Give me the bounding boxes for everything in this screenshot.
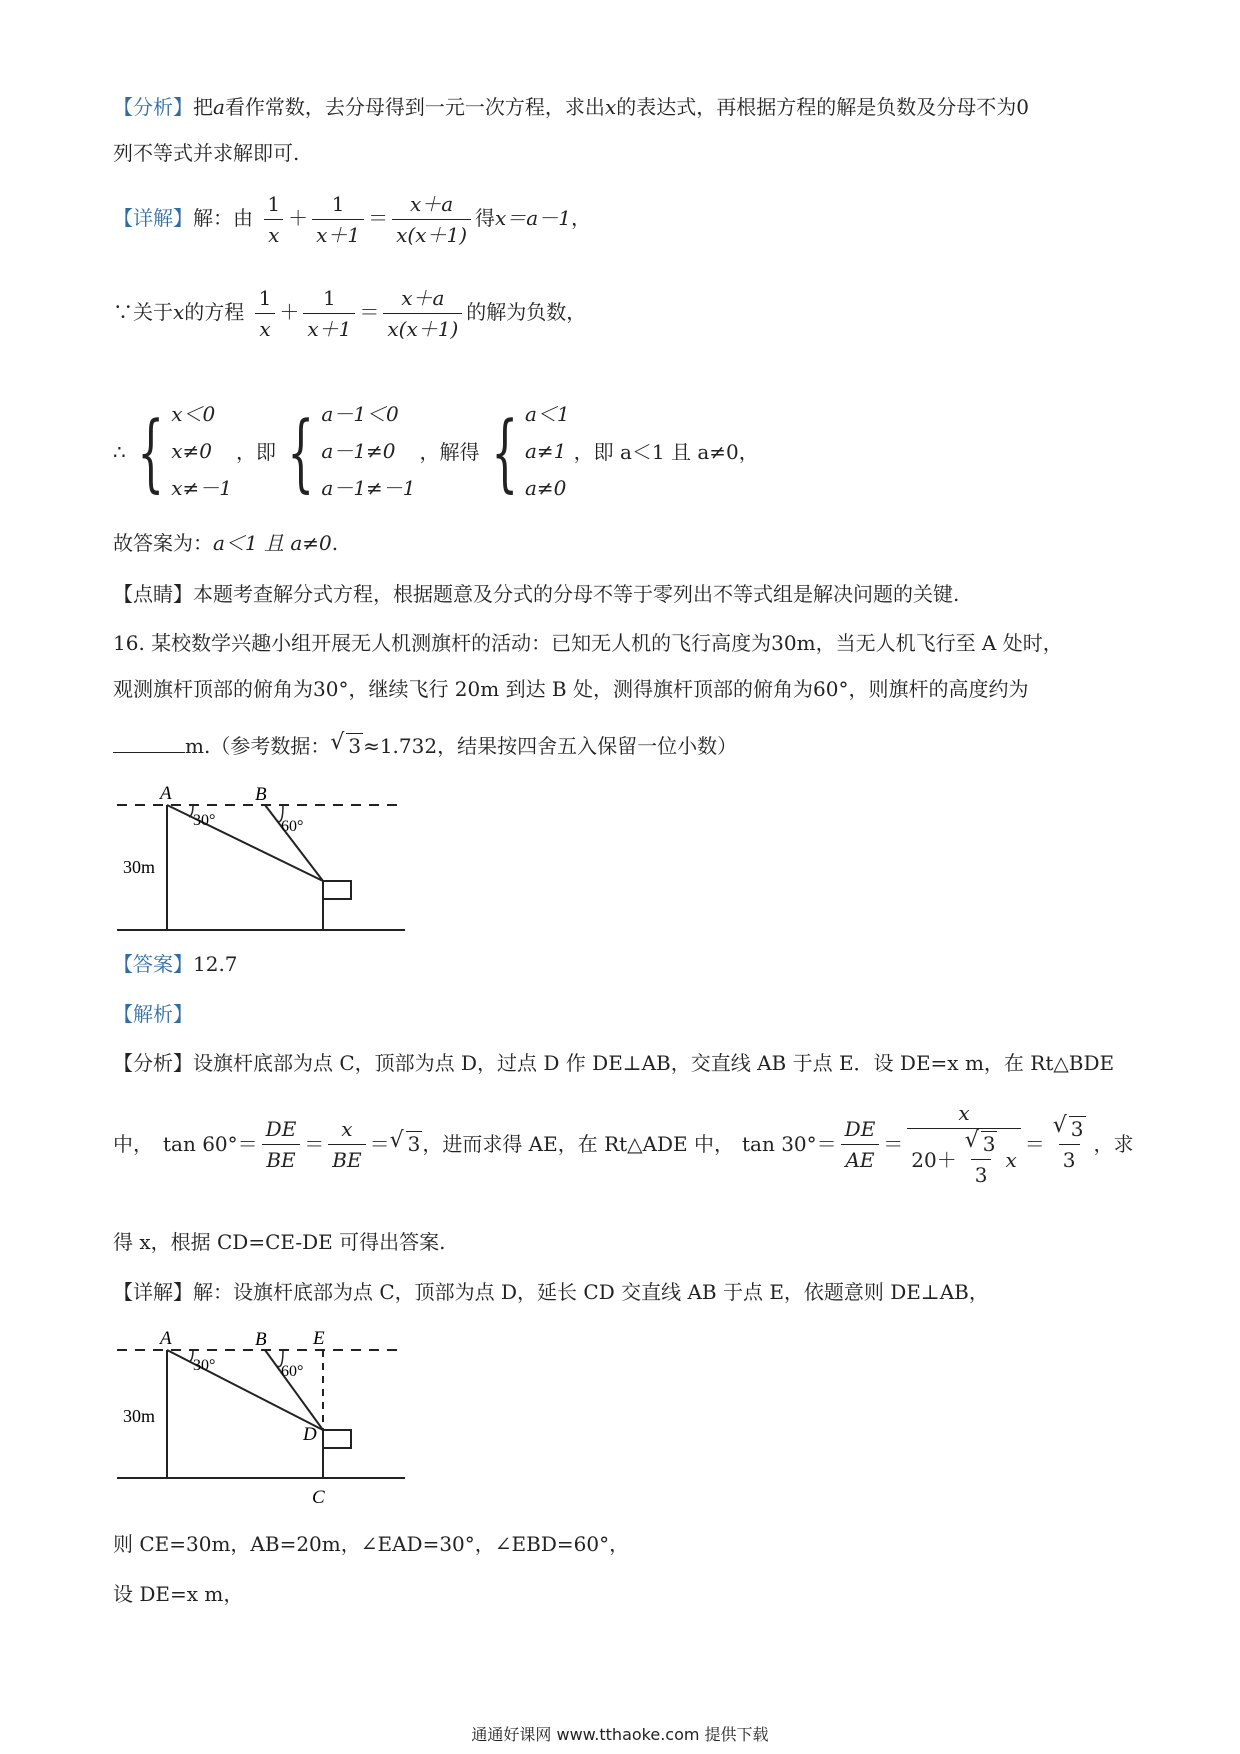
denominator: x＋1	[303, 313, 355, 342]
footer-text: 通通好课网 www.tthaoke.com 提供下载	[471, 1725, 769, 1744]
inequality-system-1	[130, 396, 232, 507]
denominator: x(x＋1)	[383, 313, 462, 342]
system-rows	[171, 396, 232, 507]
equals-sign: ＝	[369, 1132, 390, 1156]
tan30-expression: tan 30°＝	[742, 1132, 837, 1156]
equals-sign: ＝	[883, 1132, 904, 1156]
system-row: x≠0	[171, 439, 212, 463]
numerator: 1	[258, 286, 272, 310]
angle-label-a: 30°	[193, 1357, 216, 1374]
tan60-expression: tan 60°＝	[163, 1132, 258, 1156]
analysis-text: ，求	[1093, 1132, 1134, 1156]
answer-expression: a＜1 且 a≠0	[213, 531, 332, 555]
left-brace: {	[490, 402, 518, 501]
conclusion-text: ，即 a＜1 且 a≠0，	[573, 439, 759, 464]
flag	[323, 881, 351, 899]
variable-x: x	[604, 95, 617, 119]
label-a: A	[160, 783, 172, 804]
radicand: 3	[407, 1132, 421, 1156]
analysis-1-line	[113, 93, 1029, 121]
analysis-text: 中，	[113, 1132, 153, 1156]
fraction	[841, 1116, 880, 1173]
denominator: AE	[841, 1144, 878, 1173]
denominator: x	[264, 219, 283, 248]
fraction	[263, 191, 284, 248]
left-brace: {	[287, 402, 315, 501]
inequality-system-3	[484, 396, 570, 507]
detail-1-line: 【详解】解：由 $\frac{1}{x}$ ＋ $\frac{1}{x+1}$ ＝ $\frac{x+a}{x(x+1)}$ 得x＝a－1，	[113, 192, 591, 247]
answer-text: 故答案为：	[113, 531, 213, 555]
question-text: m.（参考数据：	[185, 734, 331, 758]
numerator: x	[341, 1116, 353, 1141]
numerator: x	[958, 1101, 970, 1125]
denominator: 3	[1059, 1144, 1080, 1173]
analysis-2-line-2	[113, 1100, 1134, 1188]
solution-expression: x＝a－1	[495, 206, 571, 230]
inequality-system-2	[280, 396, 416, 507]
analysis-tag: 【分析】	[113, 1051, 193, 1075]
fraction	[383, 285, 462, 342]
because-text: 的解为负数，	[466, 300, 587, 324]
system-row: a－1≠－1	[321, 476, 416, 500]
analysis-2-line-1	[113, 1049, 1114, 1077]
sqrt-expression	[390, 1130, 423, 1158]
label-c: C	[312, 1487, 325, 1508]
detail-tag: 【详解】	[113, 206, 193, 230]
radicand: 3	[348, 734, 362, 758]
point-tag: 【点睛】	[113, 582, 193, 606]
denominator: BE	[262, 1144, 299, 1173]
denominator	[907, 1128, 1020, 1188]
label-b: B	[255, 784, 267, 805]
system-row: x＜0	[171, 402, 216, 426]
numerator: 1	[267, 192, 281, 216]
fraction	[961, 1131, 1002, 1188]
point-line	[113, 580, 959, 608]
height-label: 30m	[123, 1406, 156, 1426]
answer-tag: 【答案】	[113, 952, 193, 976]
because-text: 的方程	[184, 300, 245, 324]
variable-x: x	[173, 300, 185, 324]
denominator: x	[255, 313, 274, 342]
left-brace: {	[137, 402, 164, 501]
angle-label-b: 60°	[281, 1363, 304, 1380]
explanation-tag: 【解析】	[113, 1002, 193, 1026]
point-text: 本题考查解分式方程，根据题意及分式的分母不等于零列出不等式组是解决问题的关键.	[193, 582, 960, 606]
system-row: a≠0	[525, 476, 567, 500]
given-line: 则 CE=30m，AB=20m，∠EAD=30°，∠EBD=60°，	[113, 1532, 630, 1556]
numerator: x＋a	[401, 286, 445, 310]
analysis-2-line-3: 得 x，根据 CD=CE-DE 可得出答案.	[113, 1230, 446, 1254]
answer-16-line	[113, 950, 238, 978]
answer-line	[113, 529, 338, 557]
detail-text: 解：由	[193, 206, 253, 230]
flag	[323, 1430, 351, 1448]
because-text: ∵关于	[113, 300, 173, 324]
figure-2-diagram	[105, 1318, 415, 1518]
answer-blank	[113, 733, 185, 753]
numerator: 1	[331, 192, 345, 216]
fraction	[312, 191, 364, 248]
fraction	[328, 1116, 365, 1173]
radicand: 3	[1070, 1116, 1084, 1141]
question-text: ≈1.732，结果按四舍五入保留一位小数）	[363, 734, 738, 758]
detail-text: 解：设旗杆底部为点 C，顶部为点 D，延长 CD 交直线 AB 于点 E，依题意则 DE⊥AB，	[193, 1280, 989, 1304]
analysis-text: 看作常数，去分母得到一元一次方程，求出	[224, 95, 605, 119]
numerator: 1	[323, 286, 336, 310]
equals-sign: ＝	[304, 1132, 325, 1156]
angle-label-b: 60°	[281, 818, 304, 835]
label-d: D	[303, 1424, 317, 1445]
question-16-line-1: 16. 某校数学兴趣小组开展无人机测旗杆的活动：已知无人机的飞行高度为30m，当无人机飞行至 A 处时，	[113, 631, 1063, 655]
therefore-symbol: ∴	[113, 439, 126, 464]
sightline-b	[265, 1350, 323, 1430]
system-rows	[525, 396, 570, 507]
analysis-text: ，进而求得 AE，在 Rt△ADE 中，	[422, 1132, 734, 1156]
because-line: ∵关于x的方程 $\frac{1}{x}$ ＋ $\frac{1}{x+1}$ ＝ $\frac{x+a}{x(x+1)}$ 的解为负数，	[113, 286, 587, 341]
question-16-line-2: 观测旗杆顶部的俯角为30°，继续飞行 20m 到达 B 处，测得旗杆顶部的俯角为60°，则旗杆的高度约为	[113, 677, 1029, 701]
denominator-text: 20＋	[911, 1147, 957, 1172]
answer-text: .	[331, 531, 339, 555]
inequality-line	[113, 396, 759, 507]
detail-tag: 【详解】	[113, 1280, 193, 1304]
variable-a: a	[213, 95, 225, 119]
equals-sign: ＝	[1024, 1132, 1045, 1156]
connector-text: ，解得	[419, 439, 480, 464]
numerator: x＋a	[409, 192, 454, 216]
denominator: 3	[971, 1159, 992, 1188]
denominator: x＋1	[312, 219, 364, 248]
sightline-b	[265, 805, 323, 881]
fraction	[1049, 1116, 1090, 1173]
analysis-1-line-2: 列不等式并求解即可.	[113, 141, 300, 165]
system-row: a≠1	[525, 439, 567, 463]
answer-value: 12.7	[193, 952, 238, 976]
sqrt-expression	[330, 732, 363, 760]
detail-text: ，	[570, 206, 591, 230]
label-e: E	[313, 1328, 325, 1349]
system-row: x≠－1	[171, 476, 232, 500]
detail-2-line	[113, 1278, 989, 1306]
angle-label-a: 30°	[193, 812, 216, 829]
fraction	[262, 1116, 301, 1173]
denominator-text: x	[1005, 1147, 1017, 1172]
system-row: a＜1	[525, 402, 570, 426]
label-b: B	[255, 1329, 267, 1350]
connector-text: ，即	[235, 439, 276, 464]
numerator: DE	[265, 1116, 297, 1141]
figure-1-diagram	[105, 775, 415, 935]
system-rows	[321, 396, 415, 507]
height-label: 30m	[123, 857, 156, 877]
system-row: a－1＜0	[321, 402, 399, 426]
let-line: 设 DE=x m，	[113, 1582, 244, 1606]
numerator	[961, 1131, 1002, 1159]
radicand: 3	[982, 1132, 996, 1156]
label-a: A	[160, 1328, 172, 1349]
fraction	[392, 191, 471, 248]
fraction	[255, 285, 276, 342]
analysis-text: 的表达式，再根据方程的解是负数及分母不为0	[616, 95, 1029, 119]
analysis-text: 把	[193, 95, 213, 119]
detail-text: 得	[475, 206, 495, 230]
analysis-tag: 【分析】	[113, 95, 193, 119]
fraction	[907, 1100, 1020, 1188]
numerator	[1049, 1116, 1090, 1144]
system-row: a－1≠0	[321, 439, 396, 463]
sightline-a	[167, 1350, 323, 1430]
question-16-line-3	[113, 732, 737, 760]
fraction	[303, 285, 355, 342]
denominator: BE	[328, 1144, 365, 1173]
sqrt-expression	[1053, 1116, 1086, 1142]
denominator: x(x＋1)	[392, 219, 471, 248]
sqrt-expression	[965, 1131, 998, 1157]
analysis-text: 设旗杆底部为点 C，顶部为点 D，过点 D 作 DE⊥AB，交直线 AB 于点 E．设 DE=x m，在 Rt△BDE	[193, 1051, 1115, 1075]
numerator: DE	[844, 1116, 876, 1141]
